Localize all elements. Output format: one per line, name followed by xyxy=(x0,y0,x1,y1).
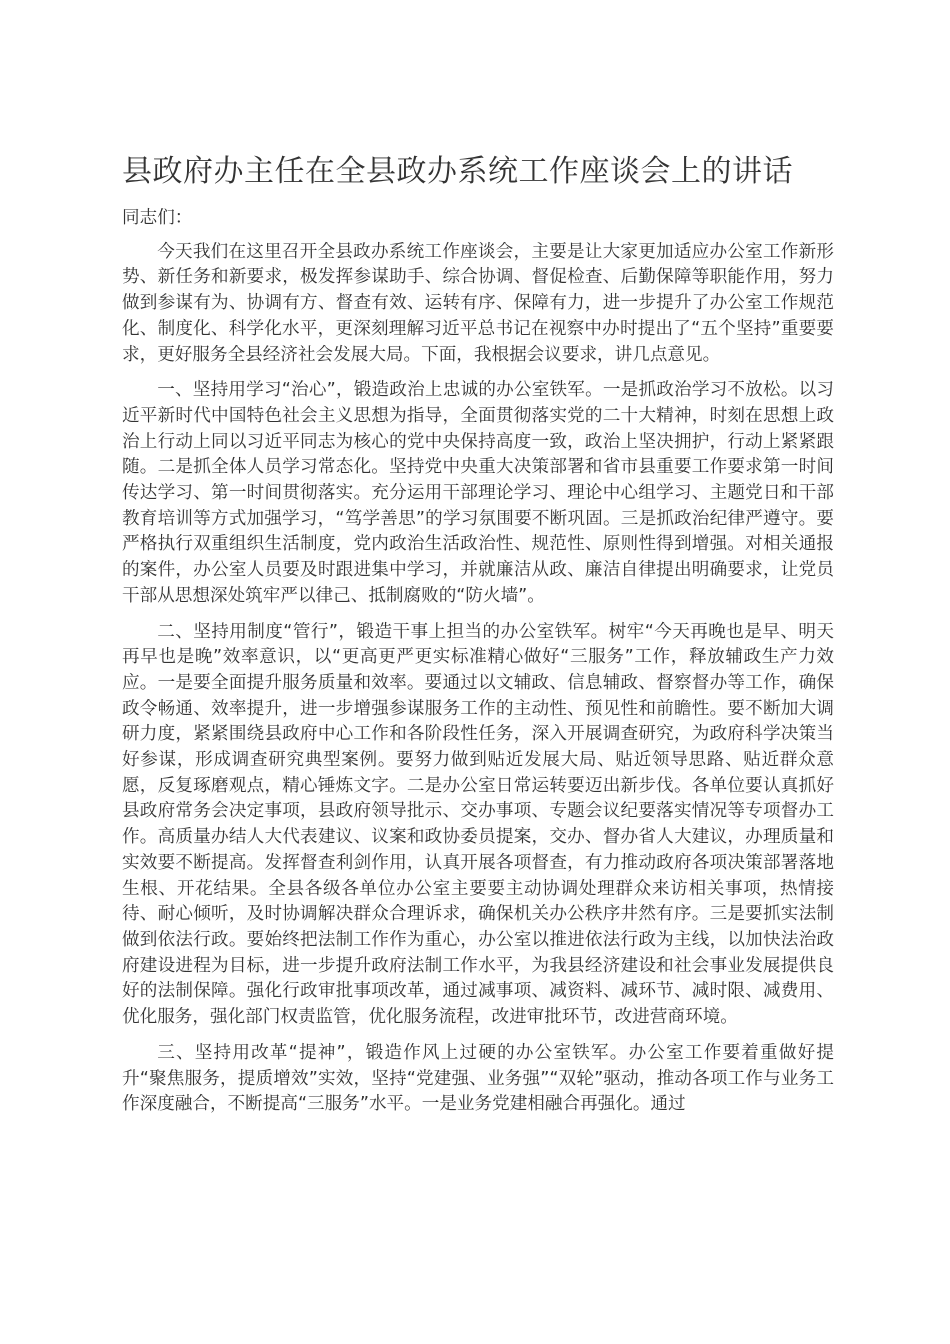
paragraph-intro: 今天我们在这里召开全县政办系统工作座谈会，主要是让大家更加适应办公室工作新形势、新任务和新要求，极发挥参谋助手、综合协调、督促检查、后勤保障等职能作用，努力做到参谋有为、协调有方、督查有效、运转有序、保障有力，进一步提升了办公室工作规范化、制度化、科学化水平，更深刻理解习近平总书记在视察中办时提出了“五个坚持”重要要求，更好服务全县经济社会发展大局。下面，我根据会议要求，讲几点意见。 xyxy=(122,241,834,365)
salutation: 同志们： xyxy=(122,208,193,228)
paragraph-section-two: 二、坚持用制度“管行”，锻造干事上担当的办公室铁军。树牢“今天再晚也是早、明天再早也是晚”效率意识，以“更高更严更实标准精心做好“三服务”工作，释放辅政生产力效应。一是要全面提升服务质量和效率。要通过以文辅政、信息辅政、督察督办等工作，确保政令畅通、效率提升，进一步增强参谋服务工作的主动性、预见性和前瞻性。要不断加大调研力度，紧紧围绕县政府中心工作和各阶段性任务，深入开展调查研究，为政府科学决策当好参谋，形成调查研究典型案例。要努力做到贴近发展大局、贴近领导思路、贴近群众意愿，反复琢磨观点，精心锤炼文字。二是办公室日常运转要迈出新步伐。各单位要认真抓好县政府常务会决定事项，县政府领导批示、交办事项、专题会议纪要落实情况等专项督办工作。高质量办结人大代表建议、议案和政协委员提案，交办、督办省人大建议，办理质量和实效要不断提高。发挥督查利剑作用，认真开展各项督查，有力推动政府各项决策部署落地生根、开花结果。全县各级各单位办公室主要要主动协调处理群众来访相关事项，热情接待、耐心倾听，及时协调解决群众合理诉求，确保机关办公秩序井然有序。三是要抓实法制做到依法行政。要始终把法制工作作为重心，办公室以推进依法行政为主线，以加快法治政府建设进程为目标，进一步提升政府法制工作水平，为我县经济建设和社会事业发展提供良好的法制保障。强化行政审批事项改革，通过减事项、减资料、减环节、减时限、减费用、优化服务，强化部门权责监管，优化服务流程，改进审批环节，改进营商环境。 xyxy=(122,621,834,1028)
paragraph-section-one: 一、坚持用学习“治心”，锻造政治上忠诚的办公室铁军。一是抓政治学习不放松。以习近平新时代中国特色社会主义思想为指导，全面贯彻落实党的二十大精神，时刻在思想上政治上行动上同以习近平同志为核心的党中央保持高度一致，政治上坚决拥护，行动上紧紧跟随。二是抓全体人员学习常态化。坚持党中央重大决策部署和省市县重要工作要求第一时间传达学习、第一时间贯彻落实。充分运用干部理论学习、理论中心组学习、主题党日和干部教育培训等方式加强学习，“笃学善思”的学习氛围要不断巩固。三是抓政治纪律严遵守。要严格执行双重组织生活制度，党内政治生活政治性、规范性、原则性得到增强。对相关通报的案件，办公室人员要及时跟进集中学习，并就廉洁从政、廉洁自律提出明确要求，让党员干部从思想深处筑牢严以律己、抵制腐败的“防火墙”。 xyxy=(122,380,834,606)
paragraph-section-three: 三、坚持用改革“提神”，锻造作风上过硬的办公室铁军。办公室工作要着重做好提升“聚焦服务，提质增效”实效，坚持“党建强、业务强”“双轮”驱动，推动各项工作与业务工作深度融合，不断提高“三服务”水平。一是业务党建相融合再强化。通过 xyxy=(122,1042,834,1115)
document-body xyxy=(122,206,834,1118)
document-title: 县政府办主任在全县政办系统工作座谈会上的讲话 xyxy=(122,154,793,189)
